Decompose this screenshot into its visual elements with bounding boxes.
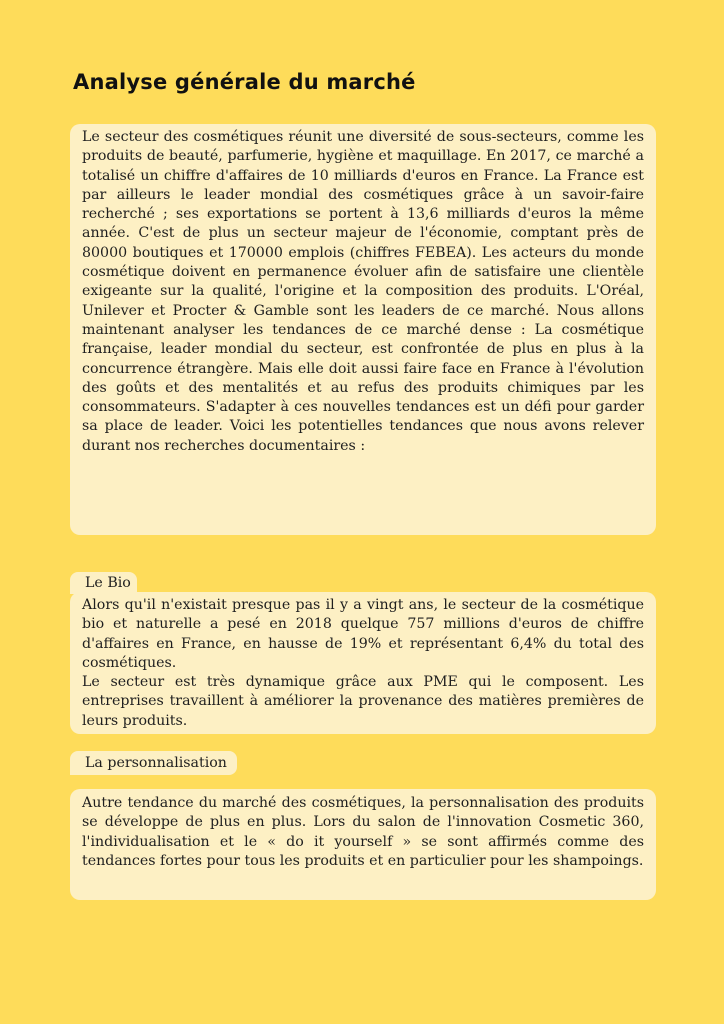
bio-paragraph-2: Le secteur est très dynamique grâce aux PME qui le composent. Les entreprises travaillent à améliorer la provenance des matières premières de leurs produits. [82, 674, 644, 729]
page-title: Analyse générale du marché [73, 70, 416, 94]
personnalisation-heading: La personnalisation [70, 751, 237, 775]
bio-paragraph-1: Alors qu'il n'existait presque pas il y a vingt ans, le secteur de la cosmétique bio et naturelle a pesé en 2018 quelque 757 millions d'euros de chiffre d'affaires en France, en hausse de 19% et représentant 6,4% du total des cosmétiques. [82, 597, 644, 671]
personnalisation-paragraph: Autre tendance du marché des cosmétiques, la personnalisation des produits se développe de plus en plus. Lors du salon de l'innovation Cosmetic 360, l'individualisation et le « do it yourself » se sont affirmés comme des tendances fortes pour tous les produits et en particulier pour les shampoings. [70, 789, 656, 900]
intro-paragraph: Le secteur des cosmétiques réunit une diversité de sous-secteurs, comme les produits de beauté, parfumerie, hygiène et maquillage. En 2017, ce marché a totalisé un chiffre d'affaires de 10 milliards d'euros en France. La France est par ailleurs le leader mondial des cosmétiques grâce à un savoir-faire recherché ; ses exportations se portent à 13,6 milliards d'euros la même année. C'est de plus un secteur majeur de l'économie, comptant près de 80000 boutiques et 170000 emplois (chiffres FEBEA). Les acteurs du monde cosmétique doivent en permanence évoluer afin de satisfaire une clientèle exigeante sur la qualité, l'origine et la composition des produits. L'Oréal, Unilever et Procter & Gamble sont les leaders de ce marché. Nous allons maintenant analyser les tendances de ce marché dense : La cosmétique française, leader mondial du secteur, est confrontée de plus en plus à la concurrence étrangère. Mais elle doit aussi faire face en France à l'évolution des goûts et des mentalités et au refus des produits chimiques par les consommateurs. S'adapter à ces nouvelles tendances est un défi pour garder sa place de leader. Voici les potentielles tendances que nous avons relever durant nos recherches documentaires : [70, 124, 656, 535]
bio-heading: Le Bio [70, 572, 137, 594]
bio-section [70, 592, 656, 734]
